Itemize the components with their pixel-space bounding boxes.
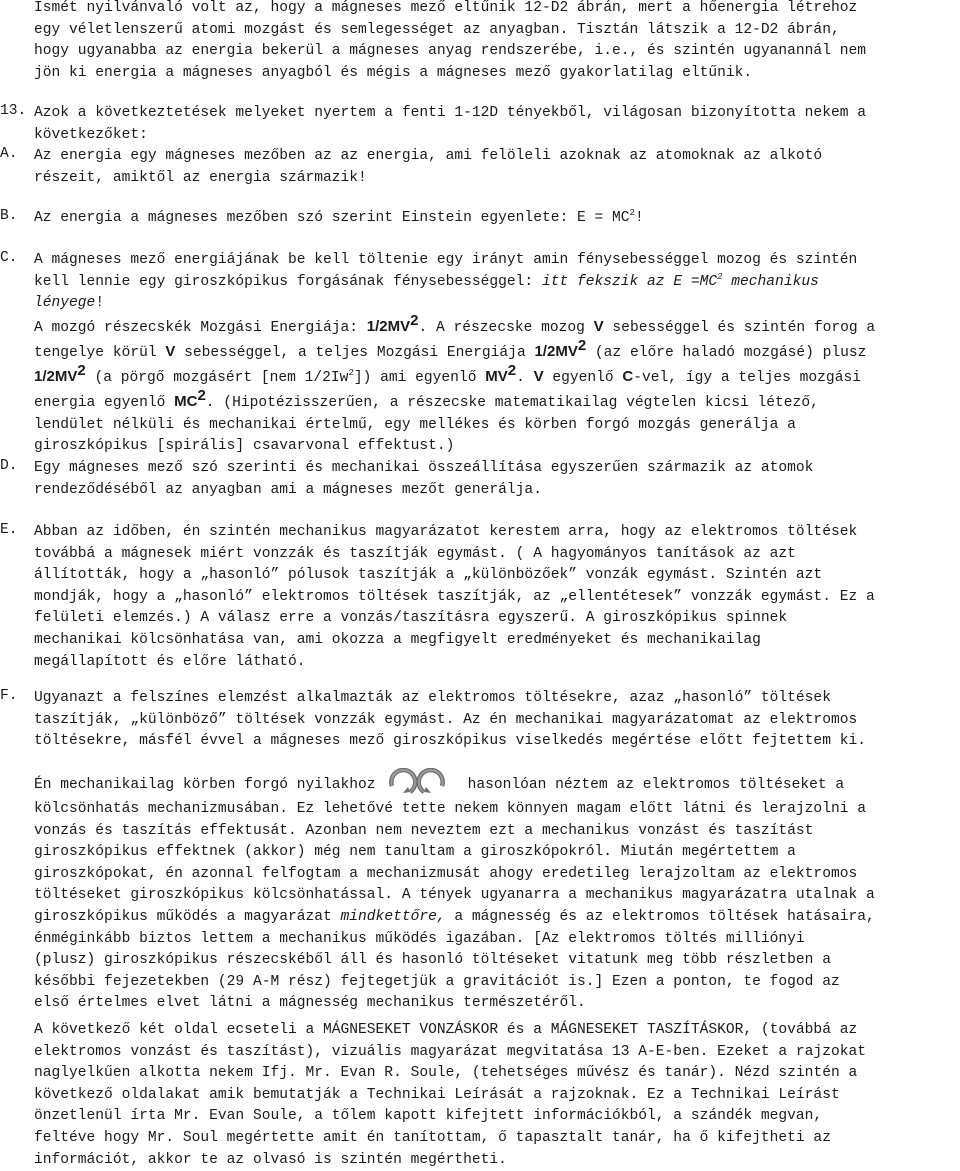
text-line: töltésekre, másfél évvel a mágneses mező giroszkópikus viselkedés megértése előtt fejtettem ki. <box>34 733 866 750</box>
section-d <box>0 458 960 501</box>
text-line: (plusz) giroszkópikus részecskéből áll és hasonló töltéseket vitatunk meg több részletben a <box>34 952 831 969</box>
text-line: A mágneses mező energiájának be kell töltenie egy irányt amin fénysebességgel mozog és szintén <box>34 252 858 268</box>
text-line: részeit, amiktől az energia származik! <box>34 169 367 186</box>
superscript: 2 <box>348 367 354 378</box>
text-line: mondják, hogy a „hasonló” elektromos töltések taszítják, az „ellentétesek” vonzzák egymást. Ez a <box>34 588 875 605</box>
text-line <box>34 768 960 799</box>
text-run: A mozgó részecskék Mozgási Energiája: <box>34 319 367 336</box>
bold-formula: 1/2MV <box>366 317 411 335</box>
text-line <box>34 272 960 294</box>
italic-run: lényege <box>34 295 96 312</box>
text-line <box>34 311 960 340</box>
bold-formula: MV <box>485 367 508 385</box>
text-line: egy véletlenszerű atomi mozgást és semlegességet az anyagban. Tisztán látszik a 12-D2 ábrán, <box>34 21 840 38</box>
text-line: naglyelkűen alkotta nekem Ifj. Mr. Evan R. Soule, (tehetséges művész és tanár). Nézd szintén a <box>34 1065 858 1082</box>
italic-run: mindkettőre, <box>340 908 446 925</box>
section-label: E. <box>0 522 18 538</box>
section-label: C. <box>0 250 18 266</box>
text-line: Ismét nyilvánvaló volt az, hogy a mágneses mező eltűnik 12-D2 ábrán, mert a hőenergia létrehoz <box>34 0 858 16</box>
text-line: megállapított és előre látható. <box>34 653 306 670</box>
text-line: Egy mágneses mező szó szerinti és mechanikai összeállítása egyszerűen származik az atomok <box>34 460 814 476</box>
text-line <box>34 336 960 365</box>
text-line: Ugyanazt a felszínes elemzést alkalmazták az elektromos töltésekre, azaz „hasonló” töltések <box>34 690 831 706</box>
section-label: D. <box>0 458 18 474</box>
circular-arrows-icon <box>386 768 448 798</box>
bold-formula: MC <box>174 392 198 410</box>
superscript: 2 <box>717 271 723 282</box>
text-line: Abban az időben, én szintén mechanikus magyarázatot kerestem arra, hogy az elektromos töltések <box>34 524 858 540</box>
text-line: első értelmes elvet látni a mágnesség mechanikus természetéről. <box>34 995 586 1012</box>
text-line: giroszkópikus [spirális] csavarvonal effektust.) <box>34 438 455 455</box>
text-line: elektromos vonzást és taszítást), vizuális magyarázat megvitatása 13 A-E-ben. Ezeket a rajzokat <box>34 1043 866 1060</box>
section-e <box>0 522 960 673</box>
italic-run: mechanikus <box>722 273 819 290</box>
text-run: egyenlő <box>543 369 623 386</box>
text-line <box>34 208 960 230</box>
superscript: 2 <box>629 208 635 219</box>
text-run: (a pörgő mozgásért [nem 1/2Iw <box>85 369 349 386</box>
mechanism-paragraph <box>34 768 960 1015</box>
text-line: giroszkópokat, én azonnal felfogtam a mechanizmusát ahogy eredetileg lerajzoltam az elektromos <box>34 865 858 882</box>
bold-formula: C <box>622 367 634 385</box>
text-run: . A részecske mozog <box>418 319 594 336</box>
text-line: jön ki energia a mágneses anyagból és mégis a mágneses mező gyakorlatilag eltűnik. <box>34 64 753 81</box>
section-f <box>0 688 960 753</box>
text-line: énméginkább biztos lettem a mechanikus működés igazában. [Az elektromos töltés milliónyi <box>34 930 805 947</box>
text-line: lendület nélküli és mechanikai értelmű, egy mellékes és körben forgó mozgás generálja a <box>34 416 796 433</box>
text-run: Az energia a mágneses mezőben szó szerint Einstein egyenlete: E = MC <box>34 210 630 226</box>
text-line: információt, akkor te az olvasó is szintén megértheti. <box>34 1151 507 1168</box>
text-line: mechanikai kölcsönhatása van, ami okozza a megfigyelt eredményeket és mechanikailag <box>34 631 761 648</box>
text-line: rendeződéséből az anyagban ami a mágneses mezőt generálja. <box>34 481 542 498</box>
text-run: giroszkópikus működés a magyarázat <box>34 908 341 925</box>
superscript: 2 <box>507 361 517 379</box>
bold-formula: 1/2MV <box>34 367 78 385</box>
text-line <box>34 361 960 390</box>
text-run: hasonlóan néztem az elektromos töltéseket a <box>467 777 845 793</box>
text-run: . <box>516 369 534 386</box>
text-line: giroszkópikus effektnek (akkor) még nem tanultam a giroszkópokról. Miután megértettem a <box>34 844 796 861</box>
text-run: ]) ami egyenlő <box>353 369 486 386</box>
bold-formula: V <box>593 317 604 335</box>
text-line: későbbi fejezetekben (29 A-M rész) fejtegetjük a gravitációt is.] Ezen a ponton, te fogod az <box>34 973 840 990</box>
section-b <box>0 208 960 230</box>
section-label: F. <box>0 688 18 704</box>
text-line: felületi elemzés.) A válasz erre a vonzás/taszításra egyszerű. A giroszkópikus spinnek <box>34 610 788 627</box>
superscript: 2 <box>197 386 206 404</box>
text-line: hogy ugyanabba az energia bekerül a mágneses anyag rendszerébe, i.e., és szintén ugyanannál nem <box>34 43 866 60</box>
text-run: ! <box>634 210 644 226</box>
text-line: töltéseket giroszkópikus kölcsönhatással. A tények ugyanarra a mechanikus magyarázatra utalnak a <box>34 887 875 904</box>
text-line: Az energia egy mágneses mezőben az az energia, ami felöleli azoknak az atomoknak az alkotó <box>34 148 823 164</box>
text-run: sebességgel, a teljes Mozgási Energiája <box>175 344 535 361</box>
text-line <box>34 386 960 415</box>
section-a <box>0 146 960 189</box>
italic-run: itt fekszik az E =MC <box>541 273 718 290</box>
superscript: 2 <box>410 311 419 329</box>
superscript: 2 <box>577 336 587 354</box>
text-run: Én mechanikailag körben forgó nyilakhoz <box>34 777 376 793</box>
bold-formula: V <box>533 367 544 385</box>
text-line: feltéve hogy Mr. Soul megértette amit én tanítottam, ő tapasztalt tanár, ha ő kifejtheti az <box>34 1129 831 1146</box>
intro-paragraph <box>34 0 866 84</box>
bold-formula: 1/2MV <box>534 342 578 360</box>
text-run: kell lennie egy giroszkópikus forgásának fénysebességgel: <box>34 273 542 290</box>
text-line: taszítják, „különböző” töltések vonzzák egymást. Az én mechanikai magyarázatomat az elektromos <box>34 711 858 728</box>
superscript: 2 <box>77 361 86 379</box>
text-line: önzetlenül írta Mr. Evan Soule, a tőlem kapott kifejtett információkból, a szándék megvan, <box>34 1108 823 1125</box>
text-run: . (Hipotézisszerűen, a részecske matematikailag végtelen kicsi létező, <box>205 394 819 411</box>
text-line: A következő két oldal ecseteli a MÁGNESEKET VONZÁSKOR és a MÁGNESEKET TASZÍTÁSKOR, (továbbá az <box>34 1022 858 1038</box>
text-run: tengelye körül <box>34 344 166 361</box>
bold-formula: V <box>165 342 176 360</box>
text-line: vonzás és taszítás effektusát. Azonban nem neveztem ezt a mechanikus vonzást és taszítást <box>34 822 814 839</box>
section-label: 13. <box>0 103 27 119</box>
section-13 <box>0 103 960 146</box>
text-run: a mágnesség és az elektromos töltések hatásaira, <box>445 908 875 925</box>
text-run: sebességgel és szintén forog a <box>603 319 876 336</box>
closing-paragraph <box>34 1020 960 1171</box>
text-line: továbbá a mágnesek miért vonzzák és taszítják egymást. ( A hagyományos tanítások az azt <box>34 545 796 562</box>
text-run: ! <box>95 295 105 312</box>
text-line <box>0 293 960 315</box>
text-line: állították, hogy a „hasonló” pólusok taszítják a „különbözőek” vonzák egymást. Szintén azt <box>34 567 823 584</box>
section-label: A. <box>0 146 18 162</box>
text-run: energia egyenlő <box>34 394 175 411</box>
text-run: -vel, így a teljes mozgási <box>633 369 861 386</box>
section-c <box>0 250 960 458</box>
text-line: Azok a következtetések melyeket nyertem a fenti 1-12D tényekből, világosan bizonyította nekem a <box>34 105 866 121</box>
section-label: B. <box>0 208 18 224</box>
text-line: következőket: <box>34 126 148 143</box>
text-line: kölcsönhatás mechanizmusában. Ez lehetővé tette nekem könnyen magam előtt látni és lerajzolni a <box>34 801 866 817</box>
text-run: (az előre haladó mozgásé) plusz <box>586 344 867 361</box>
text-line: következő oldalakat amik bemutatják a Technikai Leírását a rajzoknak. Ez a Technikai Leírást <box>34 1086 840 1103</box>
text-line <box>34 907 960 929</box>
